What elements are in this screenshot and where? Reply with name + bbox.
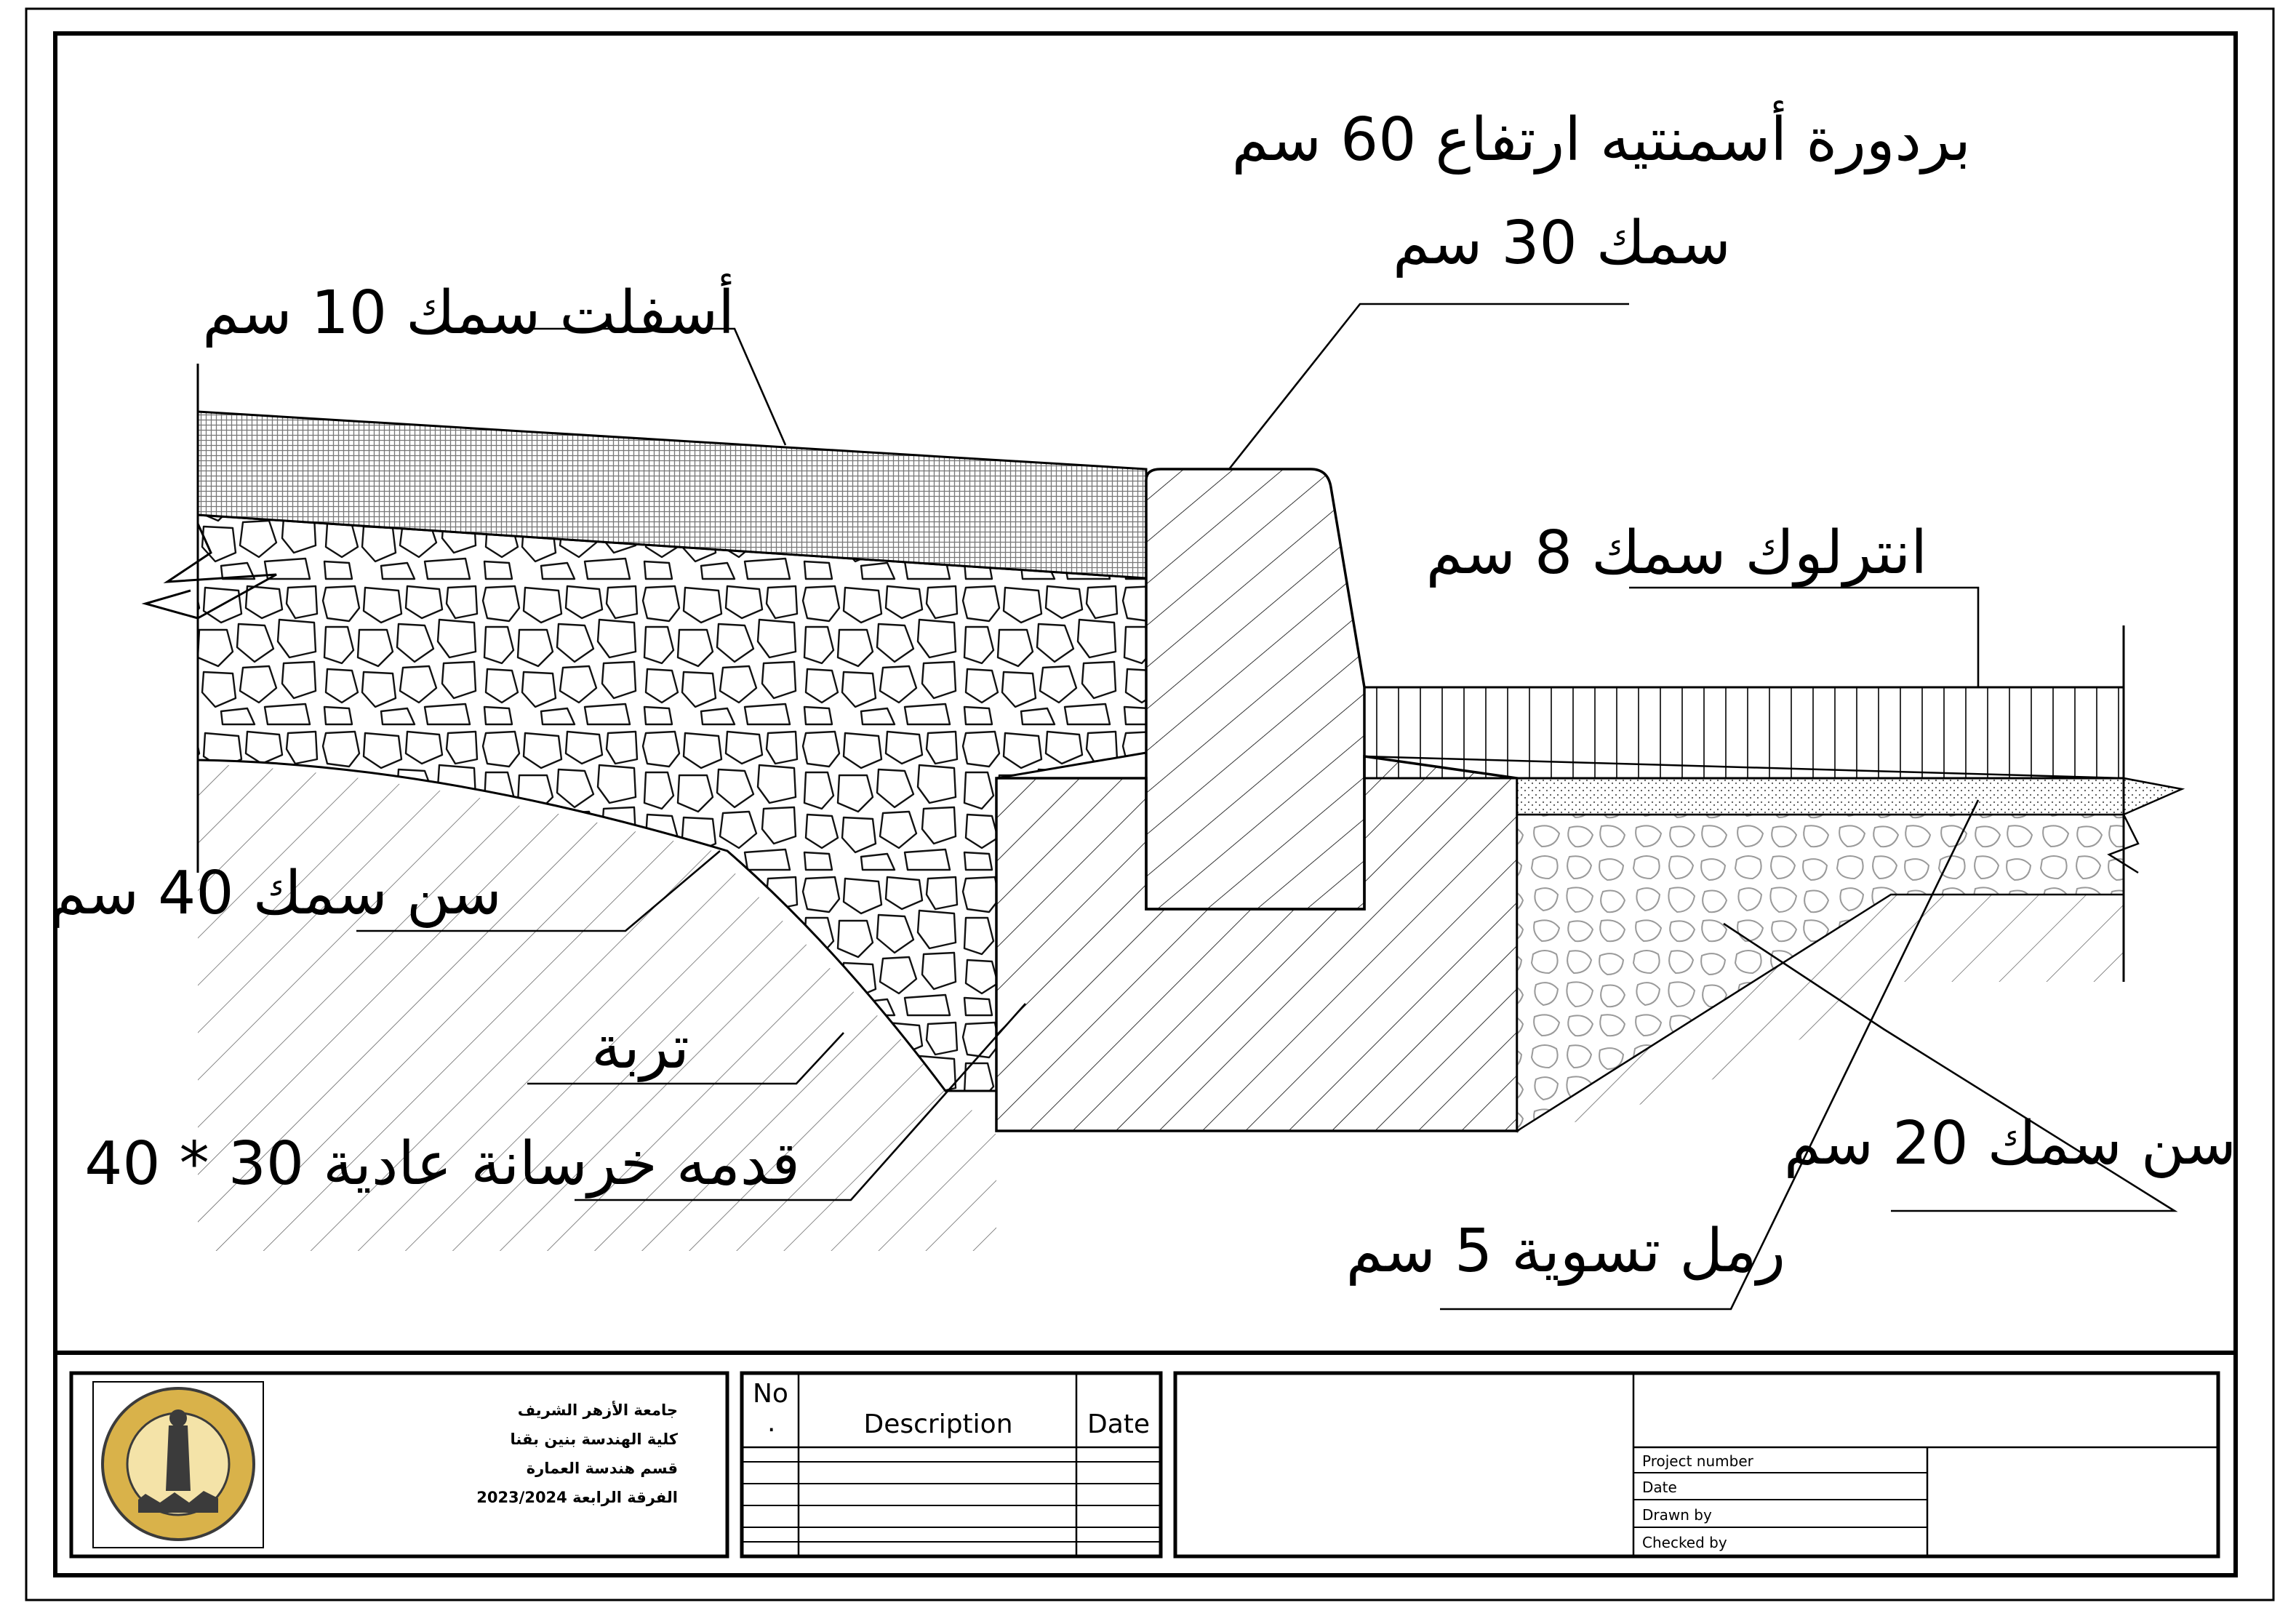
rev-date-header: Date (1087, 1409, 1151, 1439)
project-number-label: Project number (1642, 1452, 1753, 1470)
academic-year: الفرقة الرابعة 2023/2024 (476, 1489, 678, 1506)
rev-no-dot: . (767, 1408, 776, 1438)
leveling-sand (1484, 778, 2182, 815)
curb (1146, 469, 1364, 909)
university-logo-icon (103, 1388, 254, 1540)
label-sand: رمل تسوية 5 سم (1345, 1217, 1785, 1286)
title-block (71, 1373, 2218, 1556)
department-name: قسم هندسة العمارة (526, 1460, 678, 1477)
label-base-20: سن سمك 20 سم (1783, 1109, 2236, 1178)
label-footing: قدمه خرسانة عادية 30 * 40 (84, 1129, 800, 1199)
label-soil: تربة (591, 1013, 689, 1082)
label-asphalt: أسفلت سمك 10 سم (202, 279, 735, 348)
label-curb-thickness: سمك 30 سم (1393, 209, 1731, 278)
revision-table (742, 1373, 1161, 1556)
checked-by-label: Checked by (1642, 1534, 1727, 1551)
interlock-layer (1364, 687, 2124, 778)
label-interlock: انترلوك سمك 8 سم (1425, 519, 1927, 588)
label-curb: بردورة أسمنتيه ارتفاع 60 سم (1231, 105, 1971, 175)
date-label: Date (1642, 1479, 1677, 1496)
rev-description-header: Description (863, 1409, 1013, 1439)
university-name: جامعة الأزهر الشريف (517, 1401, 678, 1419)
faculty-name: كلية الهندسة بنين بقنا (510, 1431, 678, 1448)
rev-no-header: No (753, 1379, 788, 1409)
drawn-by-label: Drawn by (1642, 1506, 1712, 1524)
label-base-40: سن سمك 40 سم (49, 859, 502, 928)
